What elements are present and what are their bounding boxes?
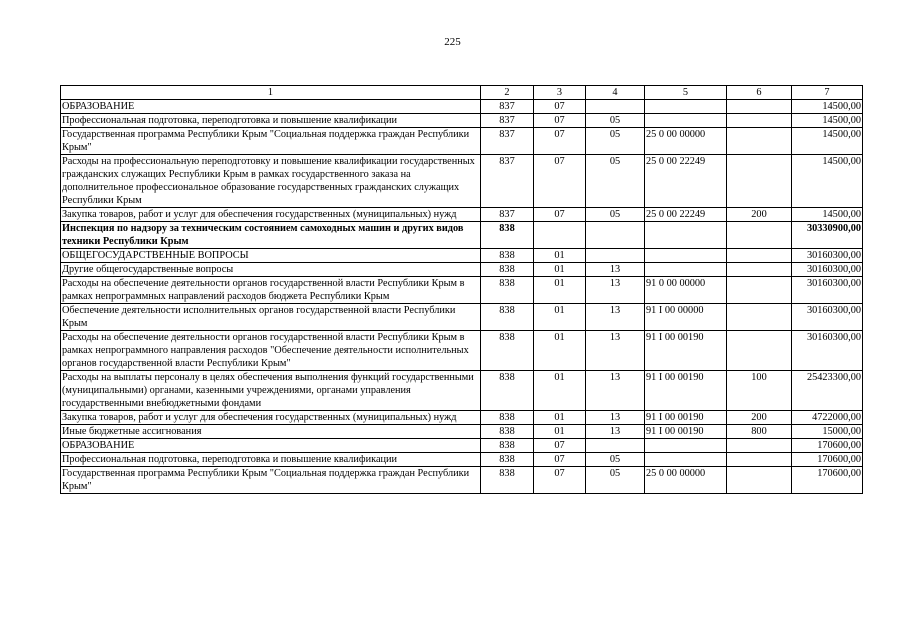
row-sum-cell: 14500,00 xyxy=(792,155,863,208)
row-name-cell: Государственная программа Республики Крым "Социальная поддержка граждан Республики Крым" xyxy=(61,467,481,494)
row-vr-cell xyxy=(727,114,792,128)
row-sum-cell: 30160300,00 xyxy=(792,277,863,304)
row-rz-cell: 07 xyxy=(534,467,586,494)
row-ved-cell: 838 xyxy=(481,411,534,425)
row-rz-cell: 07 xyxy=(534,100,586,114)
row-pr-cell: 13 xyxy=(586,411,645,425)
row-ved-cell: 838 xyxy=(481,425,534,439)
row-name-cell: Расходы на профессиональную переподготовку и повышение квалификации государственных гражданских служащих Республики Крым в рамках государственного заказа на дополнительное профессиональное образование государственных гражданских служащих Республики Крым xyxy=(61,155,481,208)
row-name-cell: Расходы на обеспечение деятельности органов государственной власти Республики Крым в рамках непрограммного направления расходов "Обеспечение деятельности исполнительных органов государственной власти Республики Крым" xyxy=(61,331,481,371)
row-pr-cell: 05 xyxy=(586,114,645,128)
row-pr-cell: 05 xyxy=(586,128,645,155)
row-vr-cell xyxy=(727,100,792,114)
row-csr-cell: 91 I 00 00190 xyxy=(645,425,727,439)
row-csr-cell: 25 0 00 00000 xyxy=(645,467,727,494)
table-row xyxy=(61,263,863,277)
row-csr-cell xyxy=(645,100,727,114)
table-row xyxy=(61,222,863,249)
row-name-cell: Закупка товаров, работ и услуг для обеспечения государственных (муниципальных) нужд xyxy=(61,411,481,425)
row-rz-cell: 01 xyxy=(534,304,586,331)
row-sum-cell: 14500,00 xyxy=(792,128,863,155)
row-csr-cell xyxy=(645,439,727,453)
row-vr-cell xyxy=(727,331,792,371)
row-vr-cell: 800 xyxy=(727,425,792,439)
row-sum-cell: 30160300,00 xyxy=(792,249,863,263)
table-row xyxy=(61,100,863,114)
row-pr-cell: 05 xyxy=(586,453,645,467)
row-name-cell: Закупка товаров, работ и услуг для обеспечения государственных (муниципальных) нужд xyxy=(61,208,481,222)
row-name-cell: ОБРАЗОВАНИЕ xyxy=(61,439,481,453)
row-vr-cell xyxy=(727,439,792,453)
row-rz-cell: 01 xyxy=(534,331,586,371)
row-pr-cell xyxy=(586,100,645,114)
row-vr-cell xyxy=(727,304,792,331)
row-ved-cell: 837 xyxy=(481,208,534,222)
row-pr-cell: 05 xyxy=(586,155,645,208)
row-rz-cell: 07 xyxy=(534,128,586,155)
row-sum-cell: 14500,00 xyxy=(792,114,863,128)
column-header: 5 xyxy=(645,86,727,100)
table-row xyxy=(61,304,863,331)
row-csr-cell xyxy=(645,263,727,277)
row-csr-cell: 91 I 00 00190 xyxy=(645,331,727,371)
row-sum-cell: 30160300,00 xyxy=(792,304,863,331)
column-header: 2 xyxy=(481,86,534,100)
row-vr-cell xyxy=(727,467,792,494)
row-pr-cell xyxy=(586,439,645,453)
row-vr-cell xyxy=(727,222,792,249)
row-pr-cell: 13 xyxy=(586,277,645,304)
table-row xyxy=(61,453,863,467)
table-row xyxy=(61,208,863,222)
row-sum-cell: 15000,00 xyxy=(792,425,863,439)
row-rz-cell xyxy=(534,222,586,249)
row-ved-cell: 838 xyxy=(481,249,534,263)
table-row xyxy=(61,425,863,439)
row-vr-cell: 200 xyxy=(727,411,792,425)
row-name-cell: ОБРАЗОВАНИЕ xyxy=(61,100,481,114)
row-rz-cell: 01 xyxy=(534,371,586,411)
row-rz-cell: 01 xyxy=(534,249,586,263)
row-csr-cell: 91 I 00 00190 xyxy=(645,371,727,411)
table-row xyxy=(61,371,863,411)
row-rz-cell: 01 xyxy=(534,411,586,425)
row-sum-cell: 4722000,00 xyxy=(792,411,863,425)
row-rz-cell: 07 xyxy=(534,114,586,128)
row-csr-cell: 25 0 00 22249 xyxy=(645,155,727,208)
header-row xyxy=(61,86,863,100)
row-rz-cell: 07 xyxy=(534,439,586,453)
row-sum-cell: 25423300,00 xyxy=(792,371,863,411)
table-row xyxy=(61,331,863,371)
row-csr-cell xyxy=(645,222,727,249)
row-vr-cell: 200 xyxy=(727,208,792,222)
row-rz-cell: 01 xyxy=(534,263,586,277)
row-ved-cell: 837 xyxy=(481,128,534,155)
row-ved-cell: 838 xyxy=(481,304,534,331)
row-vr-cell xyxy=(727,128,792,155)
row-ved-cell: 838 xyxy=(481,453,534,467)
row-sum-cell: 170600,00 xyxy=(792,439,863,453)
table-body xyxy=(61,100,863,494)
row-vr-cell xyxy=(727,249,792,263)
row-ved-cell: 838 xyxy=(481,467,534,494)
row-rz-cell: 01 xyxy=(534,425,586,439)
row-pr-cell: 05 xyxy=(586,467,645,494)
row-sum-cell: 30160300,00 xyxy=(792,331,863,371)
row-ved-cell: 838 xyxy=(481,263,534,277)
budget-table xyxy=(60,85,863,494)
row-ved-cell: 838 xyxy=(481,371,534,411)
row-vr-cell xyxy=(727,155,792,208)
table-row xyxy=(61,467,863,494)
row-ved-cell: 838 xyxy=(481,439,534,453)
row-ved-cell: 838 xyxy=(481,222,534,249)
row-ved-cell: 838 xyxy=(481,277,534,304)
row-csr-cell xyxy=(645,249,727,263)
row-vr-cell: 100 xyxy=(727,371,792,411)
table-row xyxy=(61,249,863,263)
column-header: 1 xyxy=(61,86,481,100)
column-header: 3 xyxy=(534,86,586,100)
row-csr-cell: 91 I 00 00000 xyxy=(645,304,727,331)
row-pr-cell: 13 xyxy=(586,331,645,371)
row-sum-cell: 14500,00 xyxy=(792,100,863,114)
row-name-cell: Расходы на выплаты персоналу в целях обеспечения выполнения функций государственными (муниципальными) органами, казенными учреждениями, органами управления государственными внебюджетными фондами xyxy=(61,371,481,411)
row-ved-cell: 837 xyxy=(481,100,534,114)
table-row xyxy=(61,128,863,155)
row-sum-cell: 30330900,00 xyxy=(792,222,863,249)
row-sum-cell: 14500,00 xyxy=(792,208,863,222)
column-header: 6 xyxy=(727,86,792,100)
row-name-cell: Другие общегосударственные вопросы xyxy=(61,263,481,277)
column-header: 7 xyxy=(792,86,863,100)
table-row xyxy=(61,411,863,425)
row-vr-cell xyxy=(727,263,792,277)
row-pr-cell xyxy=(586,222,645,249)
row-ved-cell: 837 xyxy=(481,114,534,128)
row-csr-cell: 91 0 00 00000 xyxy=(645,277,727,304)
table-row xyxy=(61,439,863,453)
table-row xyxy=(61,155,863,208)
row-name-cell: Инспекция по надзору за техническим состоянием самоходных машин и других видов техники Республики Крым xyxy=(61,222,481,249)
row-name-cell: Иные бюджетные ассигнования xyxy=(61,425,481,439)
row-sum-cell: 170600,00 xyxy=(792,453,863,467)
row-pr-cell: 13 xyxy=(586,263,645,277)
row-pr-cell xyxy=(586,249,645,263)
row-pr-cell: 05 xyxy=(586,208,645,222)
row-sum-cell: 170600,00 xyxy=(792,467,863,494)
row-name-cell: Профессиональная подготовка, переподготовка и повышение квалификации xyxy=(61,453,481,467)
row-rz-cell: 07 xyxy=(534,155,586,208)
column-header: 4 xyxy=(586,86,645,100)
row-csr-cell: 25 0 00 22249 xyxy=(645,208,727,222)
row-vr-cell xyxy=(727,277,792,304)
row-ved-cell: 837 xyxy=(481,155,534,208)
table-row xyxy=(61,114,863,128)
row-rz-cell: 07 xyxy=(534,453,586,467)
row-csr-cell: 25 0 00 00000 xyxy=(645,128,727,155)
row-name-cell: Обеспечение деятельности исполнительных органов государственной власти Республики Крым xyxy=(61,304,481,331)
row-rz-cell: 01 xyxy=(534,277,586,304)
row-vr-cell xyxy=(727,453,792,467)
row-csr-cell: 91 I 00 00190 xyxy=(645,411,727,425)
row-pr-cell: 13 xyxy=(586,304,645,331)
row-name-cell: ОБЩЕГОСУДАРСТВЕННЫЕ ВОПРОСЫ xyxy=(61,249,481,263)
row-name-cell: Расходы на обеспечение деятельности органов государственной власти Республики Крым в рамках непрограммных направлений расходов бюджета Республики Крым xyxy=(61,277,481,304)
row-csr-cell xyxy=(645,114,727,128)
row-sum-cell: 30160300,00 xyxy=(792,263,863,277)
page-number: 225 xyxy=(444,36,461,48)
table-row xyxy=(61,277,863,304)
row-pr-cell: 13 xyxy=(586,425,645,439)
row-rz-cell: 07 xyxy=(534,208,586,222)
row-name-cell: Профессиональная подготовка, переподготовка и повышение квалификации xyxy=(61,114,481,128)
row-csr-cell xyxy=(645,453,727,467)
row-name-cell: Государственная программа Республики Крым "Социальная поддержка граждан Республики Крым" xyxy=(61,128,481,155)
row-ved-cell: 838 xyxy=(481,331,534,371)
row-pr-cell: 13 xyxy=(586,371,645,411)
